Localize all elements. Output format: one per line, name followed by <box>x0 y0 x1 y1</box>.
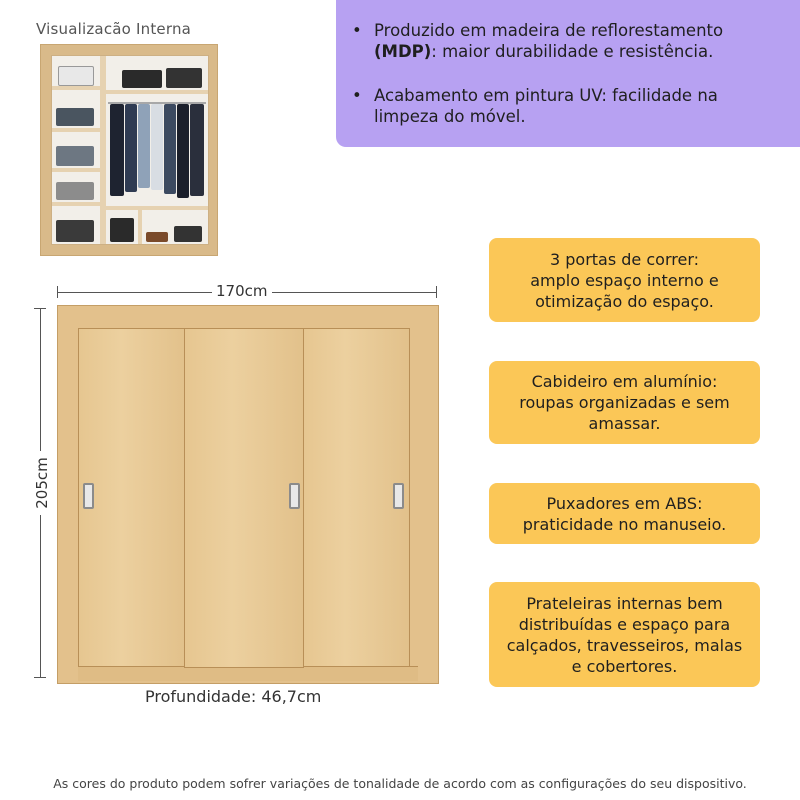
color-disclaimer: As cores do produto podem sofrer variações de tonalidade de acordo com as configurações do seu dispositivo. <box>53 776 747 791</box>
height-label: 205cm <box>33 451 51 515</box>
interior-title: Visualizacão Interna <box>36 20 192 38</box>
sliding-door-left <box>78 328 186 668</box>
feature-mdp-bold: (MDP) <box>374 42 432 61</box>
feature-card-handles-text: Puxadores em ABS: praticidade no manuseio. <box>522 493 727 534</box>
feature-card-handles <box>489 483 760 544</box>
width-tick-left <box>57 286 58 298</box>
feature-mdp-text-after: : maior durabilidade e resistência. <box>431 42 714 61</box>
feature-card-shelves-text: Prateleiras internas bem distribuídas e espaço para calçados, travesseiros, malas e cobertores. <box>506 593 743 676</box>
door-handle-icon <box>393 483 404 509</box>
door-handle-icon <box>289 483 300 509</box>
width-label: 170cm <box>212 282 272 300</box>
sliding-door-middle <box>184 328 304 668</box>
materials-info-box <box>336 0 800 147</box>
bullet-icon: • <box>352 86 362 105</box>
interior-preview-image <box>40 44 218 256</box>
feature-card-shelves <box>489 582 760 687</box>
sliding-door-right <box>302 328 410 668</box>
height-tick-top <box>34 308 46 309</box>
feature-card-hanger-text: Cabideiro em alumínio: roupas organizadas e sem amassar. <box>519 372 730 433</box>
height-tick-bottom <box>34 677 46 678</box>
wardrobe-illustration <box>57 305 439 684</box>
feature-uv-text: Acabamento em pintura UV: facilidade na limpeza do móvel. <box>374 86 718 126</box>
depth-label: Profundidade: 46,7cm <box>145 687 322 706</box>
door-handle-icon <box>83 483 94 509</box>
feature-card-doors-text: 3 portas de correr: amplo espaço interno e otimização do espaço. <box>530 249 719 311</box>
wardrobe-base <box>78 666 418 681</box>
width-tick-right <box>436 286 437 298</box>
feature-card-doors <box>489 238 760 322</box>
bullet-icon: • <box>352 21 362 40</box>
feature-mdp-text: Produzido em madeira de reflorestamento <box>374 21 724 40</box>
feature-card-hanger <box>489 361 760 444</box>
